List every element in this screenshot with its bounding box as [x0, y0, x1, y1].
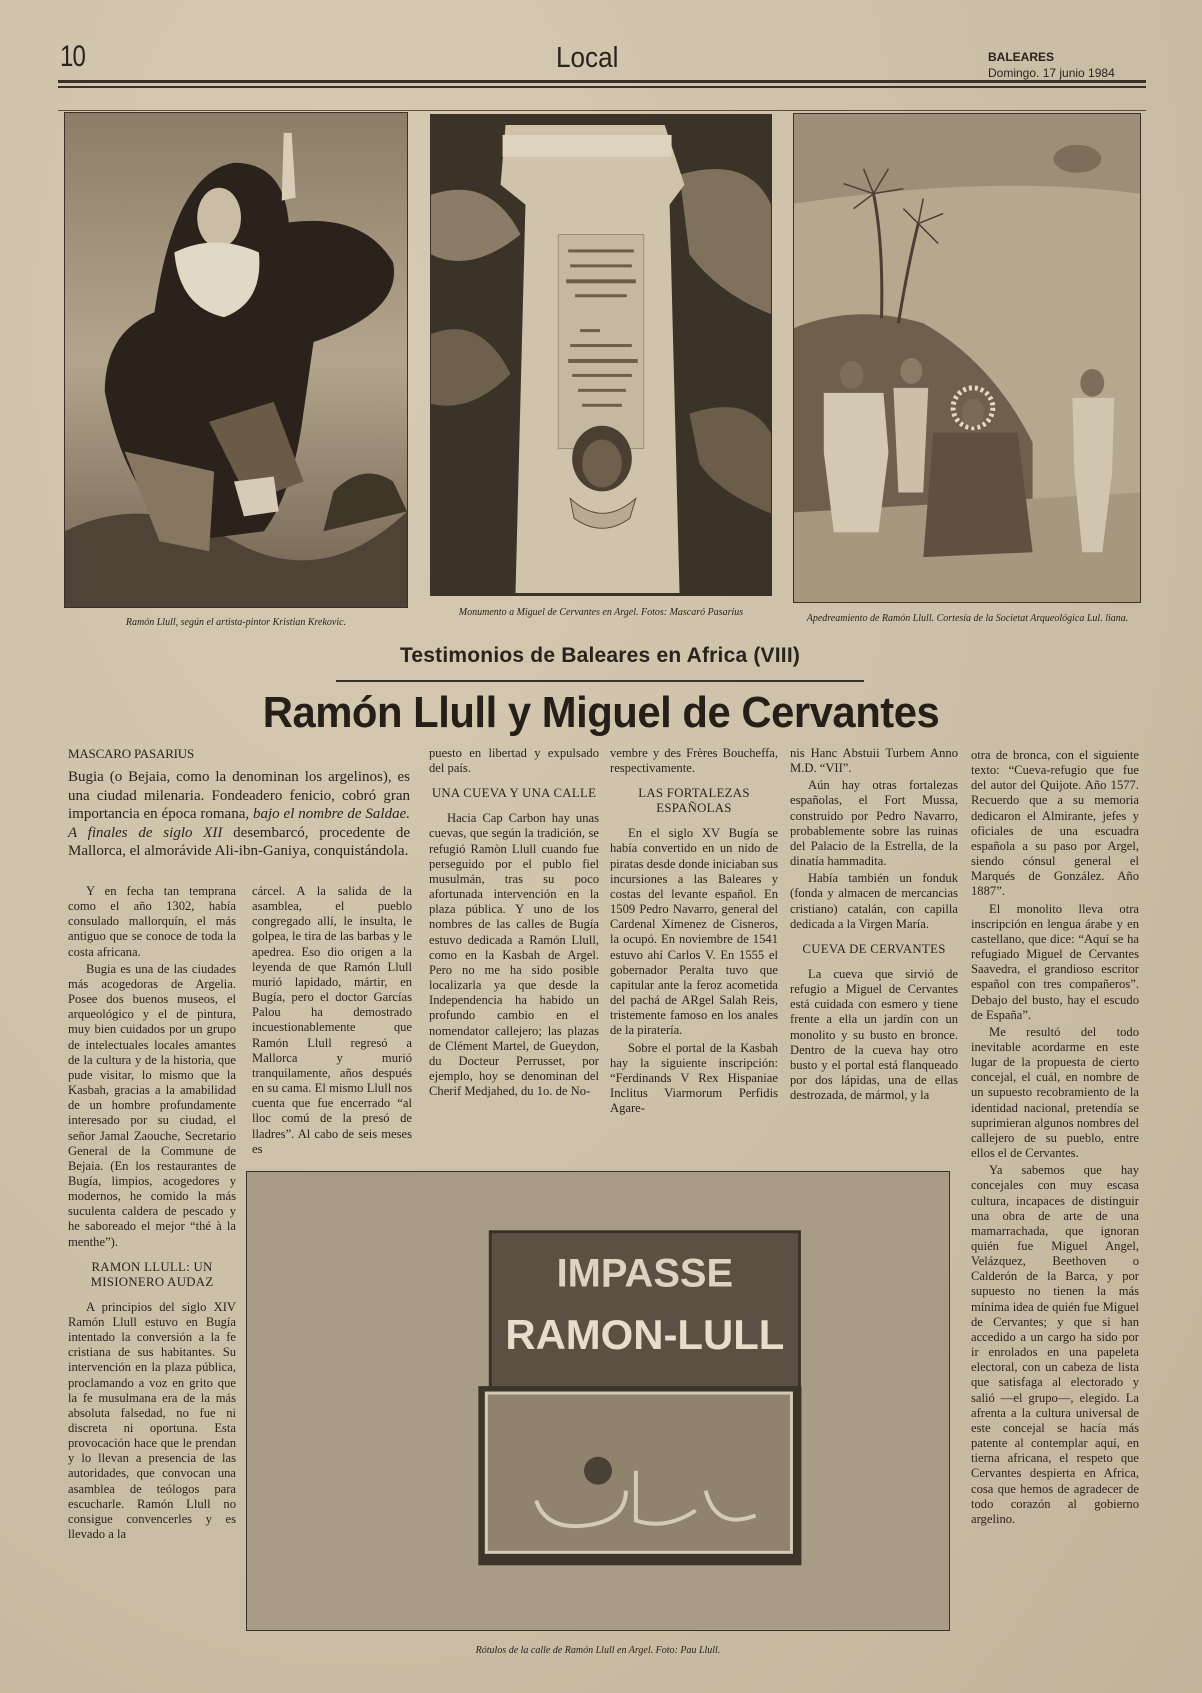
subheading: CUEVA DE CERVANTES — [802, 941, 946, 956]
article-lead — [68, 768, 410, 861]
subheading: RAMON LLULL: UN MISIONERO AUDAZ — [90, 1259, 214, 1289]
paragraph: Aún hay otras fortalezas españolas, el Fort Mussa, construido por Pedro Navarro, probablemente sobre las ruinas del Palacio de la Estrella, de la dinatía hammadita. — [790, 778, 958, 869]
paragraph: vembre y des Frères Boucheffa, respectivamente. — [610, 746, 778, 776]
paragraph: A principios del siglo XIV Ramón Llull estuvo en Bugía intentado la conversión a la fe cristiana de sus habitantes. Su intervención en la plaza pública, proclamando a voz en grito que la fe musulmana era de la más absoluta falsedad, no fue ni discreta ni oportuna. Esta provocación hace que le prendan y lo llevan a presencia de las autoridades, que convocan una asamblea de teólogos para escucharle. Ramón Llull no consigue convencerles y es llevado a la — [68, 1299, 236, 1542]
stoning-painting-image — [794, 114, 1140, 602]
paragraph: El monolito lleva otra inscripción en lengua árabe y en castellano, que dice: “Aquí se ha refugiado Miguel de Cervantes Saavedra, el grandioso escritor español con tres compañeros”. Debajo del busto, hay el escudo de España”. — [971, 901, 1139, 1022]
paragraph: Había también un fonduk (fonda y almacen de mercancias cristiano) catalán, con capilla dedicada a la Virgen María. — [790, 871, 958, 931]
paragraph: En el siglo XV Bugía se había convertido en un nido de piratas desde donde iniciaban sus incursiones a las Baleares y costas del levante español. En 1509 Pedro Navarro, general del Cardenal Ximenez de Cisneros, la ocupó. En noviembre de 1541 estuvo ahí Carlos V. En 1555 el gobernador Peralta tuvo que capitular ante la feroz acometida del pachá de ARgel Salah Reis, tristemente famoso en los anales de la piratería. — [610, 826, 778, 1038]
photo-caption-stoning: Apedreamiento de Ramón Llull. Cortesía de la Societat Arqueológica Lul. liana. — [806, 613, 1129, 624]
sign-text-line-2: RAMON-LULL — [505, 1311, 785, 1359]
article-byline: MASCARO PASARIUS — [68, 746, 195, 761]
photo-caption-monument: Monumento a Miguel de Cervantes en Argel. Fotos: Mascaró Pasarius — [458, 607, 744, 618]
lead-text-a: Bugia (o Bejaia, como la denominan los argelinos), es una ciudad milenaria. Fondeadero fenicio, cobró gran importancia en época romana, — [68, 769, 410, 822]
article-column-3 — [429, 746, 599, 1101]
paragraph: Bugia es una de las ciudades más acogedoras de Argelia. Posee dos buenos museos, el arqueológico y el de pintura, muy bien cuidados por un grupo de intelectuales locales amantes de la cultura y de la historia, que pude visitar, lo mismo que la Kasbah, gracias a la amabilidad de un hombre profundamente interesado por su ciudad, el señor Jamal Zaouche, Secretario General de la Commune de Bejaia. (En los restaurantes de Bugía, limpios, acogedores y modernos, he comido la más suculenta caldera de pescado y he saboreado el mejor “thé à la menthe”). — [68, 961, 236, 1249]
lead-text-b: bajo el nombre de Saldae. A finales de siglo XII — [68, 806, 410, 841]
article-headline: Ramón Llull y Miguel de Cervantes — [262, 688, 940, 737]
lead-text-c: desembarcó, procedente de Mallorca, el almorávide Ali-ibn-Ganiya, conquistándola. — [68, 824, 410, 859]
header-rule-secondary — [58, 86, 1146, 88]
paragraph: La cueva que sirvió de refugio a Miguel de Cervantes está cuidada con esmero y tiene frente a ella un jardín con un monolito y su busto en bronce. Dentro de la cueva hay otro busto y el portal está flanqueado por dos lápidas, una de ellas destrozada, de mármol, y la — [790, 966, 958, 1103]
photo-top-rule — [58, 110, 1146, 111]
monument-image — [431, 115, 771, 595]
paragraph: Ya sabemos que hay concejales con muy escasa cultura, incapaces de distinguir una obra de arte de una mamarrachada, que ignoran quién fue Miguel Angel, Velázquez, Beethoven o Calderón de la Barca, y por supuesto no tienen la más mínima idea de quién fue Miguel de Cervantes; y que si han accedido a un cargo ha sido por ir enrolados en una papeleta electoral, con un cabeza de lista que satisfaga al electorado y salió —el grupo—, elegido. La afrenta a la cultura universal de este concejal se hacía más patente al contemplar aquí, en tierna africana, el respeto que Cervantes despierta en Africa, cosa que hemos de agradecer de todo corazón al gobierno argelino. — [971, 1163, 1139, 1526]
photo-caption-portrait: Ramón Llull, según el artista-pintor Kristian Krekovic. — [125, 617, 347, 628]
portrait-image — [65, 113, 407, 607]
page-number: 10 — [60, 40, 86, 73]
paragraph: Y en fecha tan temprana como el año 1302, había consulado mallorquín, el más antiguo que se conoce de toda la costa africana. — [68, 884, 236, 959]
article-column-1 — [68, 884, 236, 1544]
photo-street-sign — [246, 1171, 950, 1631]
article-column-2 — [252, 884, 412, 1159]
paragraph: nis Hanc Abstuii Turbem Anno M.D. “VII”. — [790, 746, 958, 776]
article-column-4 — [610, 746, 778, 1118]
photo-caption-street-sign: Rótulos de la calle de Ramón Llull en Argel. Foto: Pau Llull. — [475, 1645, 721, 1656]
paragraph: otra de bronca, con el siguiente texto: “Cueva-refugio que fue del autor del Quijote. Año 1577. Recuerdo que a su memoria dedicaron el Almirante, jefes y oficiales de una escuadra española a su paso por Argel, siendo cónsul general el Marqués de González. Año 1887”. — [971, 748, 1139, 899]
paragraph: Sobre el portal de la Kasbah hay la siguiente inscripción: “Ferdinands V Rex Hispaniae Inclitus Viarmorum Perfidis Agare- — [610, 1040, 778, 1116]
article-kicker: Testimonios de Baleares en Africa (VIII) — [399, 644, 801, 667]
sign-text-line-1: IMPASSE — [556, 1251, 734, 1296]
publication-name: BALEARES — [988, 50, 1055, 64]
paragraph: puesto en libertad y expulsado del país. — [429, 746, 599, 776]
publication-date: Domingo. 17 junio 1984 — [988, 66, 1115, 80]
photo-portrait-ramon-llull — [64, 112, 408, 608]
photo-stoning-of-ramon-llull — [793, 113, 1141, 603]
subheading: LAS FORTALEZAS ESPAÑOLAS — [638, 786, 750, 816]
article-column-6 — [971, 748, 1139, 1529]
paragraph: Me resultó del todo inevitable acordarme en este lugar de la propuesta de cierto concejal, el cuál, en nombre de un supuesto recobramiento de la identidad nacional, pretendía se suprimieran algunos nombres del callejero de su pueblo, entre ellos el de Cervantes. — [971, 1024, 1139, 1161]
paragraph: cárcel. A la salida de la asamblea, el pueblo congregado allí, le insulta, le golpea, le tira de las barbas y le apedrea. Eso dio origen a la leyenda de que Ramón Llull murió lapidado, mártir, en Bugía, pero el doctor Garcías Palou ha demostrado incuestionablemente que Ramón Llull regresó a Mallorca y murió tranquilamente, años después en su cama. El mismo Llull nos cuenta que fue encerrado “al lloc comú de la presó de lladres”. Al cabo de seis meses es — [252, 884, 412, 1156]
paragraph: Hacia Cap Carbon hay unas cuevas, que según la tradición, se refugió Ramòn Llull cuando fue perseguido por el publo fiel musulmán, tras su poco afortunada intervención en la plaza pública. Y uno de los nombres de las calles de Bugía estuvo dedicada a Ramón Llull, como en la Kasbah de Argel. Pero no me ha sido posible localizarla ya que desde la Independencia ha habido un profundo cambio en el nomendator callejero; las plazas de Clément Martel, de Gueydon, du Docteur Perrusset, por ejemplo, hoy se denominan del Cherif Medjahed, du 1o. de No- — [429, 811, 599, 1099]
photo-cervantes-monument — [430, 114, 772, 596]
subheading: UNA CUEVA Y UNA CALLE — [431, 786, 597, 801]
header-rule — [58, 80, 1146, 83]
section-title: Local — [556, 42, 619, 74]
article-column-5 — [790, 746, 958, 1105]
street-sign-image — [247, 1172, 949, 1630]
kicker-underline — [336, 680, 864, 682]
